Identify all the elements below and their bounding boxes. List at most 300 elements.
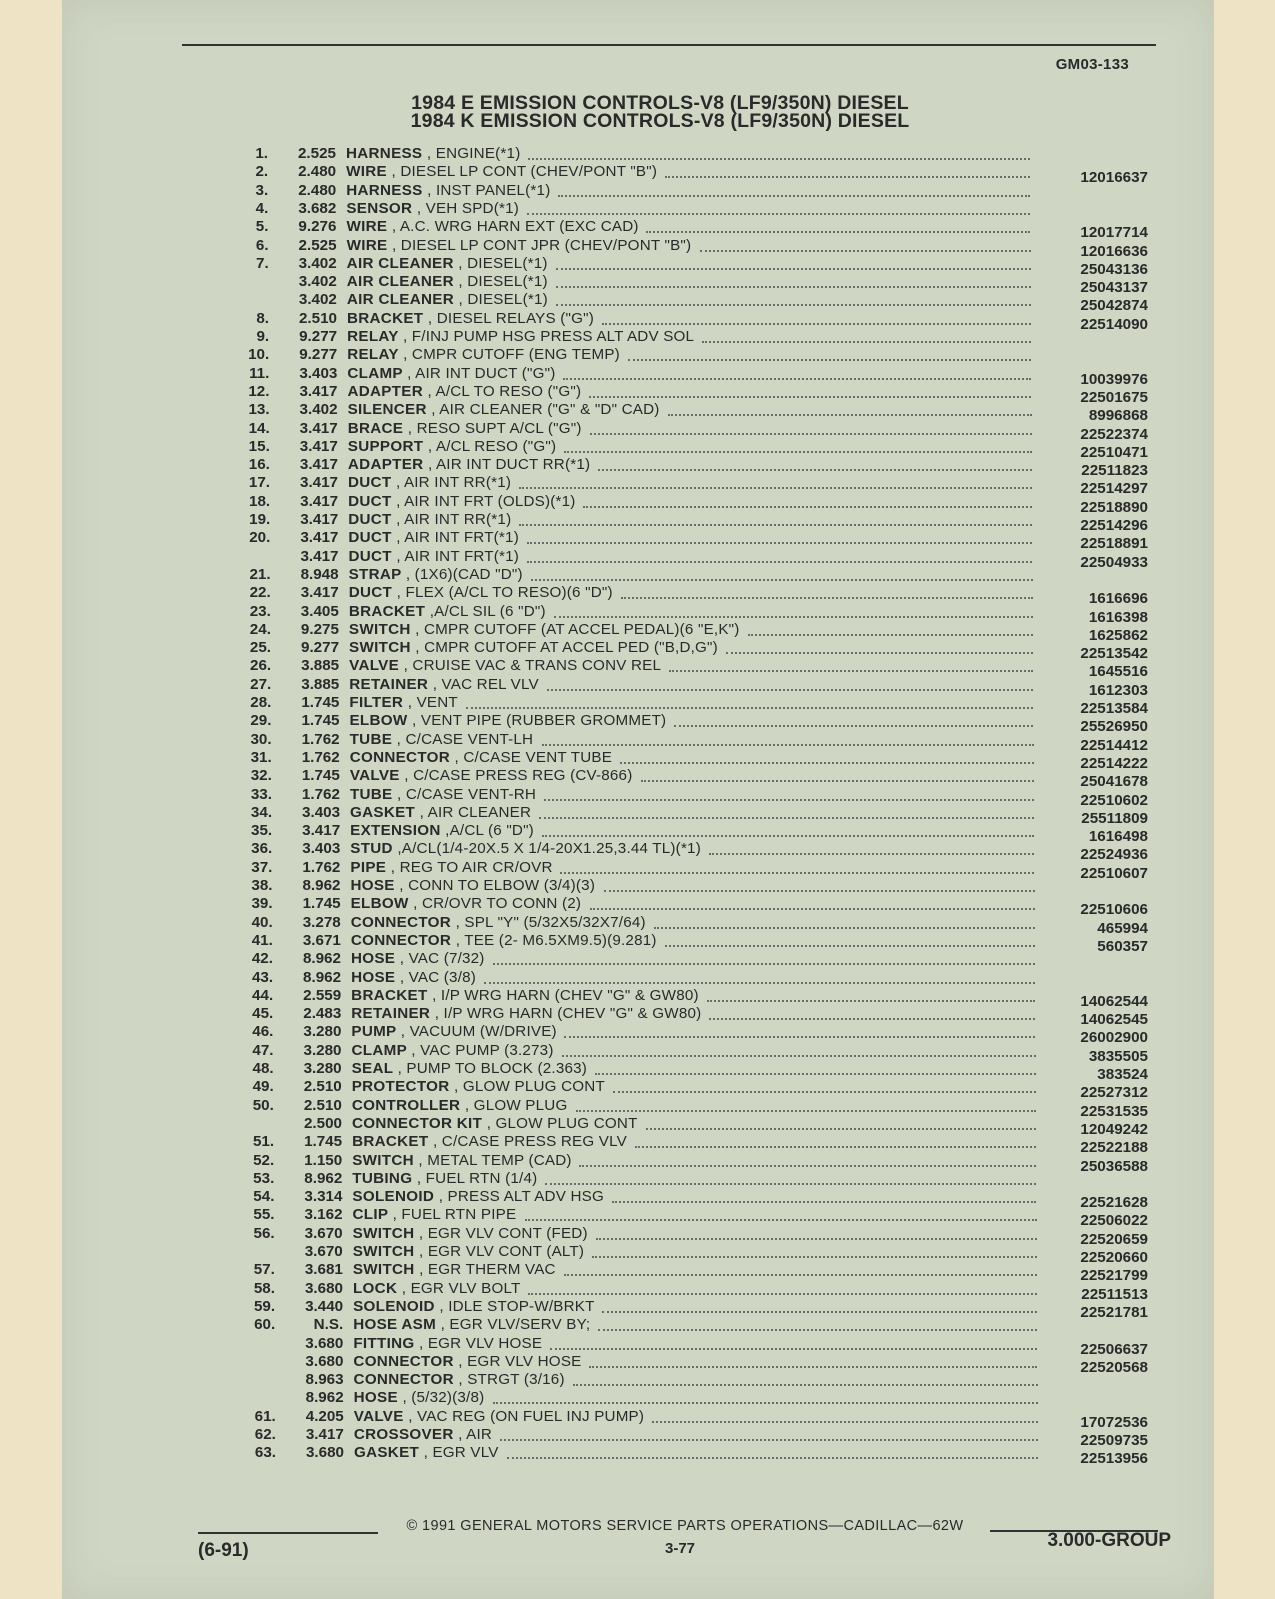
part-description: , C/CASE VENT-RH [397, 785, 537, 803]
dot-leader [674, 725, 1033, 727]
part-name-cell [347, 255, 548, 273]
line-number: 38. [251, 877, 273, 894]
line-number: 9. [256, 328, 270, 345]
part-name-cell [353, 1298, 594, 1316]
parts-row [242, 730, 1160, 754]
part-description: , EGR VLV/SERV BY; [440, 1316, 591, 1334]
part-description: , FUEL RTN PIPE [392, 1206, 517, 1224]
parts-row [242, 803, 1160, 827]
group-number: 9.277 [301, 639, 340, 657]
part-name-cell [352, 1097, 568, 1115]
line-number: 3. [255, 181, 269, 199]
page-id: GM03-133 [1055, 56, 1129, 73]
dot-leader [598, 1329, 1037, 1331]
part-description: , VACUUM (W/DRIVE) [400, 1023, 557, 1041]
part-description: , AIR INT RR(*1) [395, 474, 512, 492]
parts-row [241, 620, 1160, 644]
part-description: , FUEL RTN (1/4) [416, 1169, 538, 1187]
part-name: SWITCH [352, 1151, 414, 1169]
part-number: 22522374 [1080, 425, 1148, 443]
part-name: VALVE [353, 1407, 404, 1425]
part-number: 383524 [1097, 1066, 1148, 1083]
parts-row [238, 145, 1160, 163]
group-number: 9.275 [300, 620, 339, 638]
part-name: FILTER [349, 694, 404, 711]
part-description: , GLOW PLUG CONT [454, 1078, 605, 1096]
dot-leader [669, 670, 1033, 672]
part-description: , ENGINE(*1) [426, 145, 521, 162]
page-number: 3-77 [664, 1540, 696, 1557]
part-number: 8996868 [1088, 407, 1148, 425]
dot-leader [556, 304, 1031, 306]
part-number: 22501675 [1080, 388, 1148, 406]
dot-leader [583, 506, 1032, 508]
part-description: , VEH SPD(*1) [416, 199, 519, 217]
parts-row [239, 382, 1160, 406]
part-number: 22521781 [1080, 1303, 1148, 1321]
part-name: TUBE [349, 730, 393, 748]
dot-leader [466, 707, 1033, 709]
parts-row [240, 492, 1160, 516]
dot-leader [493, 1402, 1038, 1404]
part-description: , I/P WRG HARN (CHEV "G" & GW80) [434, 1005, 702, 1023]
part-description: , PRESS ALT ADV HSG [438, 1188, 604, 1206]
parts-row [244, 1096, 1160, 1120]
part-number: 22510471 [1080, 443, 1148, 461]
dot-leader [590, 433, 1032, 435]
part-number: 22510606 [1080, 901, 1148, 919]
parts-row [244, 1041, 1160, 1065]
group-number: N.S. [313, 1316, 344, 1334]
parts-row [239, 254, 1160, 278]
part-name: HARNESS [346, 145, 423, 162]
dot-leader [700, 250, 1031, 252]
dot-leader [550, 1348, 1037, 1350]
group-number: 9.276 [298, 218, 337, 236]
part-description: , FLEX (A/CL TO RESO)(6 "D") [396, 584, 613, 602]
line-number: 52. [253, 1151, 275, 1169]
part-name-cell [347, 291, 548, 309]
part-name-cell [352, 1042, 554, 1060]
dot-leader [668, 414, 1032, 416]
page-title [300, 94, 1020, 130]
line-number: 28. [250, 694, 272, 711]
dot-leader [646, 231, 1030, 233]
part-description: , TEE (2- M6.5XM9.5)(9.281) [455, 931, 657, 949]
parts-row [244, 1060, 1160, 1083]
group-label: 3.000-GROUP [1047, 1530, 1171, 1551]
line-number: 34. [250, 803, 273, 821]
part-number: 22510607 [1080, 864, 1148, 882]
part-name: BRACKET [351, 986, 428, 1004]
part-name: DUCT [348, 529, 392, 547]
part-name-cell [354, 1426, 492, 1444]
part-description: , DIESEL RELAYS ("G") [427, 309, 594, 327]
part-name: BRACKET [348, 602, 426, 620]
parts-row [244, 1114, 1160, 1138]
group-number: 3.403 [302, 803, 341, 821]
dot-leader [748, 634, 1033, 636]
part-description: , C/CASE PRESS REG VLV [432, 1133, 627, 1151]
group-number: 3.440 [305, 1297, 344, 1315]
line-number: 26. [250, 657, 272, 675]
part-name: HOSE ASM [353, 1316, 437, 1334]
group-number: 3.671 [302, 931, 341, 949]
part-description: , DIESEL(*1) [458, 254, 548, 272]
part-name-cell [351, 895, 582, 913]
parts-row [245, 1297, 1160, 1321]
line-number: 39. [251, 895, 273, 913]
parts-row [245, 1224, 1160, 1248]
group-number: 3.402 [298, 273, 337, 291]
part-description: , VAC REG (ON FUEL INJ PUMP) [408, 1407, 645, 1425]
part-description: , CR/OVR TO CONN (2) [413, 895, 582, 913]
part-description: , VAC REL VLV [432, 675, 539, 693]
group-number: 1.762 [302, 858, 341, 876]
parts-row [241, 584, 1160, 608]
part-name-cell [353, 1335, 542, 1353]
part-description: , REG TO AIR CR/OVR [390, 858, 553, 876]
parts-row [246, 1371, 1160, 1389]
part-name: CROSSOVER [353, 1426, 454, 1443]
part-name: STRAP [348, 565, 402, 583]
part-number: 1625862 [1088, 626, 1148, 644]
part-name: DUCT [348, 474, 392, 492]
part-number: 22506022 [1080, 1212, 1148, 1230]
group-number: 3.885 [301, 675, 340, 693]
dot-leader [709, 853, 1034, 855]
parts-row [246, 1444, 1160, 1468]
part-name-cell [351, 987, 699, 1005]
part-name-cell [352, 1115, 638, 1133]
part-name: BRACKET [347, 309, 424, 327]
line-number: 5. [255, 218, 269, 236]
line-number: 49. [252, 1078, 274, 1096]
line-number: 51. [252, 1133, 275, 1151]
part-number: 1616398 [1088, 608, 1148, 626]
group-number: 8.962 [302, 877, 341, 894]
group-number: 8.962 [304, 1169, 343, 1187]
part-name: SOLENOID [352, 1188, 435, 1206]
parts-row [238, 218, 1160, 242]
part-name: CONNECTOR [350, 931, 452, 949]
part-description: , DIESEL(*1) [458, 291, 548, 309]
part-name-cell [347, 328, 694, 346]
part-number: 12017714 [1080, 224, 1148, 242]
part-name-cell [351, 969, 476, 987]
part-number: 22522188 [1080, 1139, 1148, 1157]
part-number: 22531535 [1080, 1102, 1148, 1120]
dot-leader [665, 176, 1030, 178]
parts-row [239, 328, 1160, 346]
parts-row [240, 474, 1160, 498]
dot-leader [564, 1036, 1035, 1038]
line-number: 7. [256, 254, 269, 272]
line-number: 43. [251, 968, 274, 986]
part-name-cell [349, 603, 546, 621]
line-number: 19. [249, 511, 271, 528]
dot-leader [507, 1457, 1038, 1459]
parts-row [240, 529, 1160, 553]
parts-row [240, 401, 1160, 425]
part-name-cell [354, 1408, 644, 1426]
group-number: 1.745 [301, 767, 340, 785]
group-number: 2.500 [303, 1114, 342, 1132]
part-name: HOSE [350, 877, 395, 894]
part-description: , GLOW PLUG CONT [486, 1114, 638, 1132]
part-name: HOSE [351, 968, 396, 986]
dot-leader [709, 1018, 1035, 1020]
part-number: 22527312 [1080, 1084, 1148, 1102]
part-description: , AIR INT DUCT ("G") [407, 364, 556, 382]
line-number: 35. [251, 822, 273, 840]
line-number: 4. [255, 199, 269, 217]
group-number: 3.417 [300, 529, 339, 547]
line-number: 56. [253, 1224, 275, 1242]
part-name: AIR CLEANER [346, 254, 454, 272]
line-number: 13. [248, 401, 270, 419]
group-number: 3.680 [305, 1334, 344, 1352]
group-number: 9.277 [299, 346, 338, 364]
part-name-cell [352, 1133, 627, 1151]
group-number: 2.510 [303, 1078, 342, 1096]
line-number: 55. [253, 1206, 275, 1224]
dot-leader [573, 1384, 1038, 1386]
group-number: 8.962 [302, 950, 341, 968]
part-name: CONTROLLER [351, 1096, 461, 1114]
part-name-cell [350, 859, 552, 877]
top-rule [182, 44, 1156, 46]
dot-leader [604, 890, 1035, 892]
part-name-cell [350, 804, 531, 822]
part-number: 22521799 [1080, 1267, 1148, 1285]
line-number: 61. [254, 1407, 276, 1425]
part-name-cell [348, 548, 519, 566]
dot-leader [612, 1201, 1036, 1203]
group-number: 3.417 [300, 547, 339, 565]
part-number: 1616696 [1088, 590, 1148, 608]
parts-row [242, 840, 1160, 864]
part-number: 14062544 [1080, 992, 1148, 1010]
part-number: 22520660 [1080, 1249, 1148, 1266]
dot-leader [707, 1000, 1035, 1002]
part-name: SOLENOID [353, 1297, 435, 1315]
parts-row [243, 1005, 1160, 1029]
part-name: LOCK [352, 1279, 398, 1297]
part-description: , PUMP TO BLOCK (2.363) [397, 1060, 588, 1077]
dot-leader [726, 652, 1033, 654]
parts-row [245, 1316, 1160, 1334]
group-number: 1.762 [301, 748, 340, 766]
title-line-k: 1984 K EMISSION CONTROLS-V8 (LF9/350N) DIESEL [410, 110, 910, 132]
group-number: 2.525 [298, 236, 337, 254]
part-name: VALVE [349, 657, 400, 675]
part-name: RETAINER [351, 1005, 431, 1023]
parts-row [239, 291, 1160, 315]
parts-row [241, 602, 1160, 626]
group-number: 1.745 [304, 1133, 343, 1151]
part-name-cell [347, 310, 594, 328]
group-number: 3.417 [300, 492, 339, 510]
part-number: 465994 [1097, 919, 1148, 937]
parts-row [243, 931, 1160, 955]
line-number: 46. [252, 1023, 274, 1041]
group-number: 3.403 [299, 364, 338, 382]
parts-row [241, 639, 1160, 663]
parts-row [241, 657, 1160, 681]
dot-leader [554, 616, 1033, 618]
dot-leader [558, 195, 1030, 197]
parts-row [240, 419, 1160, 443]
group-number: 3.417 [299, 456, 338, 474]
parts-row [246, 1426, 1160, 1449]
part-description: , EGR VLV HOSE [458, 1352, 582, 1370]
part-name: DUCT [348, 584, 393, 602]
part-name: WIRE [346, 236, 388, 254]
line-number: 15. [248, 437, 270, 455]
part-name-cell [348, 493, 575, 511]
dot-leader [500, 1439, 1038, 1441]
part-name-cell [348, 529, 519, 547]
part-number: 12016637 [1080, 169, 1148, 187]
part-name: RELAY [347, 346, 399, 364]
part-name: HOSE [350, 950, 396, 968]
part-name-cell [348, 401, 660, 419]
group-number: 3.280 [303, 1060, 342, 1077]
part-number: 25511809 [1081, 809, 1148, 827]
line-number: 32. [250, 767, 272, 785]
parts-row [242, 748, 1160, 772]
part-name: HOSE [353, 1389, 398, 1407]
part-name-cell [353, 1280, 520, 1298]
group-number: 3.162 [304, 1206, 343, 1224]
part-description: , RESO SUPT A/CL ("G") [407, 419, 582, 437]
part-number: 14062545 [1080, 1011, 1148, 1029]
part-description: , AIR INT FRT (OLDS)(*1) [396, 492, 576, 510]
part-name: WIRE [346, 218, 388, 236]
dot-leader [544, 799, 1034, 801]
group-number: 3.417 [300, 474, 339, 492]
part-name-cell [352, 1078, 605, 1096]
part-description: , A/CL RESO ("G") [427, 437, 557, 455]
part-number: 22506637 [1080, 1340, 1148, 1358]
group-number: 3.417 [302, 822, 341, 840]
dot-leader [592, 1256, 1037, 1258]
part-name-cell [348, 420, 582, 438]
dot-leader [646, 1128, 1036, 1130]
dot-leader [665, 945, 1035, 947]
dot-leader [539, 817, 1034, 819]
group-number: 3.314 [304, 1188, 343, 1206]
part-description: , VAC (3/8) [399, 968, 477, 986]
part-description: , DIESEL LP CONT JPR (CHEV/PONT "B") [391, 236, 692, 254]
copyright-notice: © 1991 GENERAL MOTORS SERVICE PARTS OPERATIONS—CADILLAC—62W [406, 1518, 964, 1534]
group-number: 3.680 [304, 1279, 343, 1297]
part-number: 22514296 [1080, 517, 1148, 534]
line-number: 41. [251, 931, 273, 949]
group-number: 2.510 [298, 309, 337, 327]
part-name: SEAL [351, 1060, 394, 1077]
group-number: 3.405 [300, 602, 339, 620]
part-description: , VAC PUMP (3.273) [411, 1041, 554, 1059]
line-number: 54. [253, 1188, 275, 1206]
line-number: 23. [249, 602, 271, 620]
part-description: , A.C. WRG HARN EXT (EXC CAD) [391, 218, 639, 236]
part-number: 22513584 [1080, 700, 1148, 717]
part-description: , EGR VLV HOSE [419, 1334, 543, 1352]
group-number: 2.480 [298, 181, 337, 199]
group-number: 1.745 [302, 895, 341, 913]
part-name-cell [353, 1353, 581, 1371]
line-number: 31. [250, 748, 272, 766]
part-name: SWITCH [352, 1261, 415, 1279]
dot-leader [654, 927, 1035, 929]
part-description: , EGR THERM VAC [419, 1261, 556, 1279]
dot-leader [590, 908, 1035, 910]
part-description: ,A/CL (6 "D") [445, 822, 534, 840]
group-number: 3.417 [300, 584, 339, 602]
part-name-cell [349, 694, 458, 712]
group-number: 3.278 [302, 913, 341, 931]
line-number: 27. [250, 675, 272, 693]
group-number: 1.745 [301, 694, 340, 711]
line-number: 53. [253, 1169, 275, 1187]
group-number: 3.280 [303, 1023, 342, 1041]
part-name-cell [348, 438, 556, 456]
part-name: SWITCH [349, 639, 411, 657]
group-number: 4.205 [305, 1407, 344, 1425]
parts-row [240, 547, 1160, 571]
dot-leader [527, 213, 1030, 215]
part-number: 25041678 [1080, 773, 1148, 791]
part-name-cell [349, 639, 718, 657]
part-name: DUCT [348, 547, 392, 565]
part-name-cell [346, 218, 638, 236]
part-name: SWITCH [352, 1243, 415, 1260]
part-number: 22509735 [1080, 1432, 1148, 1449]
part-number: 1612303 [1088, 681, 1148, 699]
part-name: GASKET [350, 803, 416, 821]
group-number: 3.417 [305, 1426, 344, 1443]
part-name-cell [348, 474, 511, 492]
group-number: 3.417 [300, 511, 339, 528]
line-number: 17. [248, 474, 271, 492]
part-number: 25036588 [1080, 1157, 1148, 1175]
part-name: DUCT [348, 492, 392, 510]
part-number: 12016636 [1080, 242, 1148, 260]
group-number: 3.402 [298, 254, 337, 272]
parts-row [245, 1243, 1160, 1266]
part-number: 22521628 [1080, 1194, 1148, 1212]
part-name-cell [349, 657, 661, 675]
line-number: 12. [248, 382, 270, 400]
part-description: , INST PANEL(*1) [427, 181, 551, 199]
group-number: 2.510 [303, 1096, 342, 1114]
part-number: 22510602 [1080, 791, 1148, 809]
part-name-cell [346, 145, 520, 163]
part-number: 22514297 [1080, 480, 1148, 498]
part-description: , AIR CLEANER ("G" & "D" CAD) [431, 401, 660, 419]
line-number: 21. [249, 565, 271, 583]
group-number: 3.403 [302, 840, 341, 858]
parts-row [239, 236, 1160, 260]
line-number: 60. [254, 1316, 276, 1334]
line-number: 6. [255, 236, 269, 254]
part-description: , VENT [407, 694, 458, 711]
part-number: 10039976 [1080, 370, 1148, 388]
part-description: , CMPR CUTOFF (ENG TEMP) [403, 346, 620, 364]
part-name: SILENCER [347, 401, 427, 419]
